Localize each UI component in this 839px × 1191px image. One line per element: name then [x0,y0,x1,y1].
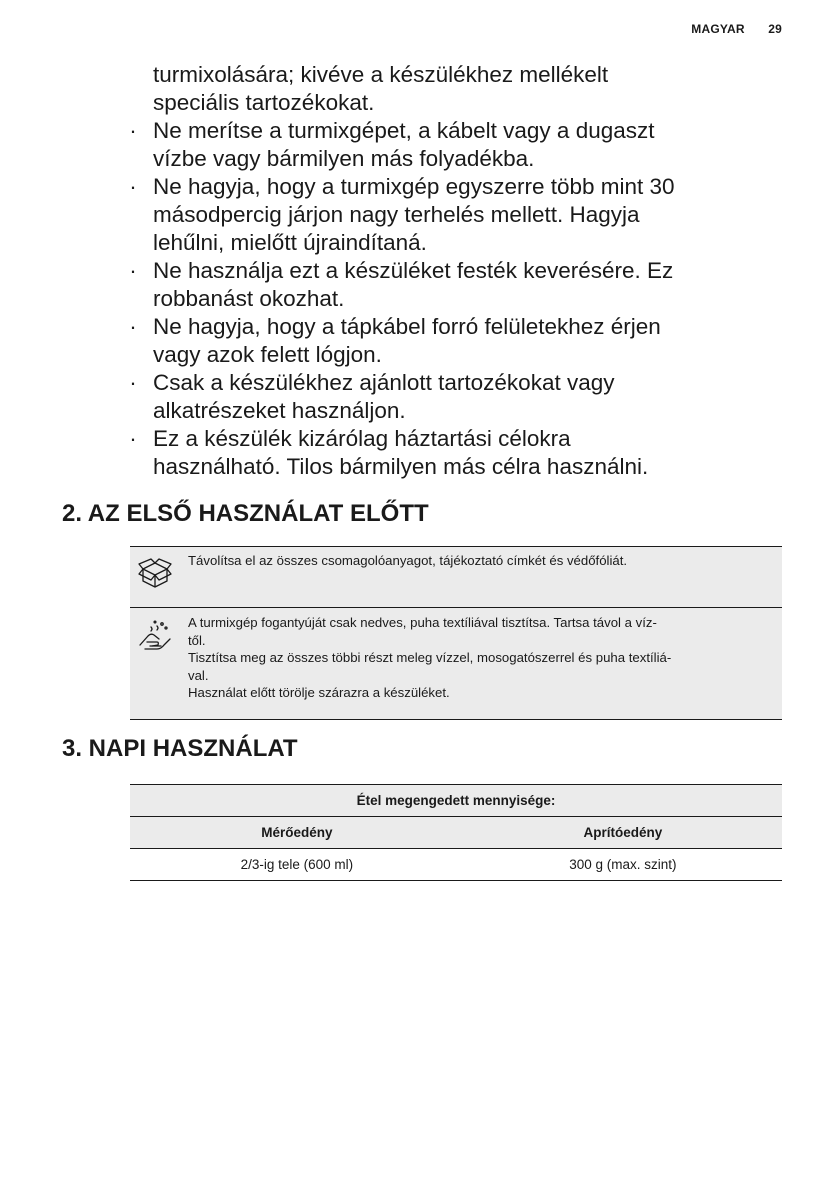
info-text-line: Használat előtt törölje szárazra a készüléket. [188,685,450,700]
unpack-box-icon [137,555,173,591]
text-line: Ne hagyja, hogy a tápkábel forró felületekhez érjen [153,314,661,339]
wash-hands-icon [137,618,173,654]
bullet-item [128,117,788,173]
bullet-dot-icon: · [129,174,137,199]
text-line: robbanást okozhat. [153,286,345,311]
text-line: Ne használja ezt a készüléket festék keverésére. Ez [153,258,674,283]
bullet-item [128,425,788,481]
info-text-line: Tisztítsa meg az összes többi részt meleg vízzel, mosogatószerrel és puha textíliá- [188,650,672,665]
table-cell: 300 g (max. szint) [464,849,782,881]
bullet-item [128,313,788,369]
bullet-dot-icon: · [129,370,137,395]
bullet-item [128,257,788,313]
safety-bullet-list [128,61,788,481]
bullet-dot-icon: · [129,314,137,339]
table-cell: 2/3-ig tele (600 ml) [130,849,464,881]
text-line: vagy azok felett lógjon. [153,342,382,367]
first-use-info-box [130,546,782,720]
info-text-line: A turmixgép fogantyúját csak nedves, puha textíliával tisztítsa. Tartsa távol a víz- [188,615,657,630]
column-header: Mérőedény [130,817,464,849]
section-2-heading: 2. AZ ELSŐ HASZNÁLAT ELŐTT [62,500,429,527]
bullet-item [128,173,788,257]
bullet-item [128,369,788,425]
text-line: másodpercig járjon nagy terhelés mellett. Hagyja [153,202,640,227]
info-text-line: től. [188,632,206,648]
text-line: alkatrészeket használjon. [153,398,406,423]
text-line: lehűlni, mielőtt újraindítaná. [153,230,427,255]
text-line: használható. Tilos bármilyen más célra használni. [153,454,649,479]
text-line: vízbe vagy bármilyen más folyadékba. [153,146,535,171]
bullet-dot-icon: · [129,118,137,143]
bullet-dot-icon: · [129,258,137,283]
page-number: 29 [768,22,782,36]
info-text-line: Távolítsa el az összes csomagolóanyagot, tájékoztató címkét és védőfóliát. [188,553,628,568]
info-text-line: val. [188,667,209,683]
table-caption: Étel megengedett mennyisége: [130,785,782,817]
column-header: Aprítóedény [464,817,782,849]
table-header-row [130,817,782,849]
info-row-cleaning [130,608,782,720]
table-caption-row [130,785,782,817]
continued-text [128,61,788,117]
text-line: Ne merítse a turmixgépet, a kábelt vagy a dugaszt [153,118,655,143]
page-header [691,22,782,36]
table-row [130,849,782,881]
text-line: Csak a készülékhez ajánlott tartozékokat vagy [153,370,615,395]
text-line: turmixolására; kivéve a készülékhez mellékelt [153,62,609,87]
text-line: speciális tartozékokat. [153,90,375,115]
text-line: Ez a készülék kizárólag háztartási célokra [153,426,571,451]
info-row-unpack [130,547,782,608]
header-language: MAGYAR [691,22,745,36]
text-line: Ne hagyja, hogy a turmixgép egyszerre több mint 30 [153,174,675,199]
section-3-heading: 3. NAPI HASZNÁLAT [62,735,298,762]
food-quantity-table [130,784,782,881]
bullet-dot-icon: · [129,426,137,451]
